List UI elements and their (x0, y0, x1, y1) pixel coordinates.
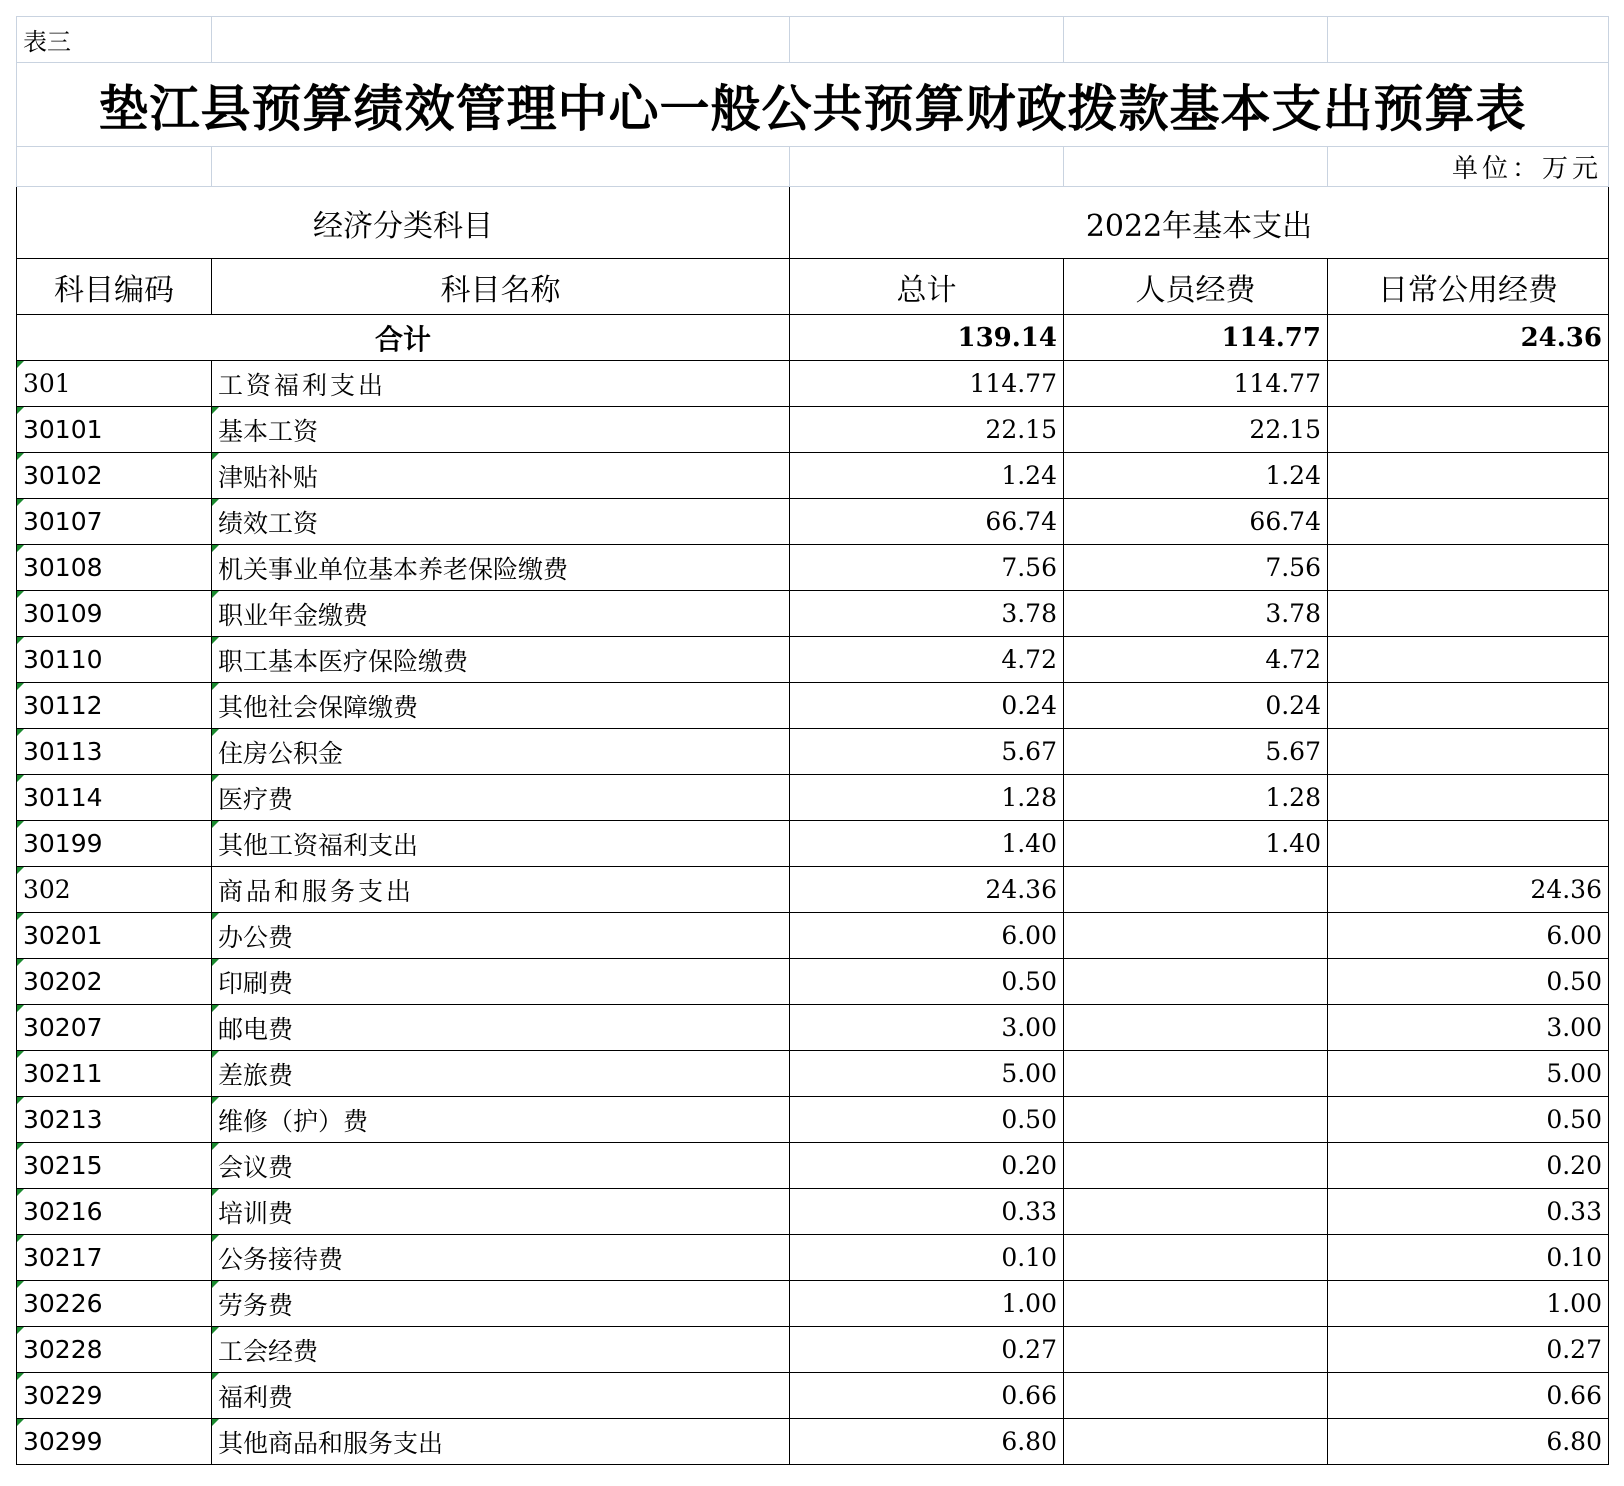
row-personnel (1064, 959, 1328, 1005)
table-row (17, 1327, 1609, 1373)
cell-indicator-icon (212, 637, 219, 644)
cell-indicator-icon (212, 1235, 219, 1242)
row-name: 会议费 (212, 1143, 790, 1189)
row-public: 6.80 (1328, 1419, 1609, 1465)
cell-indicator-icon (212, 959, 219, 966)
row-code: 30113 (17, 729, 212, 775)
cell-indicator-icon (17, 821, 24, 828)
row-code: 30299 (17, 1419, 212, 1465)
cell-indicator-icon (212, 1005, 219, 1012)
total-personnel: 114.77 (1064, 315, 1328, 361)
row-total: 1.40 (790, 821, 1064, 867)
row-personnel (1064, 1097, 1328, 1143)
row-public (1328, 361, 1609, 407)
row-personnel (1064, 1005, 1328, 1051)
row-total: 0.50 (790, 959, 1064, 1005)
cell-indicator-icon (17, 453, 24, 460)
row-code: 30101 (17, 407, 212, 453)
row-name: 福利费 (212, 1373, 790, 1419)
row-public: 1.00 (1328, 1281, 1609, 1327)
row-code: 30201 (17, 913, 212, 959)
row-total: 0.33 (790, 1189, 1064, 1235)
cell-indicator-icon (17, 1143, 24, 1150)
row-personnel (1064, 1419, 1328, 1465)
cell-indicator-icon (17, 1373, 24, 1380)
row-public: 0.27 (1328, 1327, 1609, 1373)
row-public: 0.50 (1328, 959, 1609, 1005)
row-personnel (1064, 1051, 1328, 1097)
row-personnel (1064, 1281, 1328, 1327)
row-total: 6.80 (790, 1419, 1064, 1465)
cell-indicator-icon (17, 1235, 24, 1242)
cell-indicator-icon (212, 1327, 219, 1334)
row-total: 5.00 (790, 1051, 1064, 1097)
unit-label: 单位：万元 (1328, 147, 1609, 187)
cell-indicator-icon (17, 1419, 24, 1426)
cell-indicator-icon (212, 1097, 219, 1104)
cell-indicator-icon (17, 499, 24, 506)
cell-indicator-icon (212, 1373, 219, 1380)
row-total: 1.28 (790, 775, 1064, 821)
row-code: 30199 (17, 821, 212, 867)
row-code: 30226 (17, 1281, 212, 1327)
row-personnel (1064, 1143, 1328, 1189)
row-code: 30114 (17, 775, 212, 821)
row-personnel (1064, 913, 1328, 959)
row-public (1328, 499, 1609, 545)
row-personnel: 0.24 (1064, 683, 1328, 729)
row-total: 0.50 (790, 1097, 1064, 1143)
row-public (1328, 729, 1609, 775)
cell-indicator-icon (212, 591, 219, 598)
row-personnel: 114.77 (1064, 361, 1328, 407)
row-code: 30211 (17, 1051, 212, 1097)
header-public: 日常公用经费 (1328, 259, 1609, 315)
cell-indicator-icon (17, 1327, 24, 1334)
cell-indicator-icon (17, 913, 24, 920)
row-name: 基本工资 (212, 407, 790, 453)
cell-indicator-icon (212, 775, 219, 782)
row-personnel: 1.40 (1064, 821, 1328, 867)
row-public: 0.20 (1328, 1143, 1609, 1189)
table-row (17, 1189, 1609, 1235)
cell-indicator-icon (212, 407, 219, 414)
cell-indicator-icon (17, 959, 24, 966)
row-public: 0.10 (1328, 1235, 1609, 1281)
cell-indicator-icon (212, 545, 219, 552)
row-total: 0.66 (790, 1373, 1064, 1419)
row-total: 0.24 (790, 683, 1064, 729)
row-total: 5.67 (790, 729, 1064, 775)
row-total: 6.00 (790, 913, 1064, 959)
row-public (1328, 683, 1609, 729)
cell-indicator-icon (17, 407, 24, 414)
row-code: 30215 (17, 1143, 212, 1189)
row-code: 30112 (17, 683, 212, 729)
row-total: 22.15 (790, 407, 1064, 453)
row-total: 1.00 (790, 1281, 1064, 1327)
cell-indicator-icon (212, 1143, 219, 1150)
cell-indicator-icon (17, 591, 24, 598)
row-public: 24.36 (1328, 867, 1609, 913)
row-total: 24.36 (790, 867, 1064, 913)
row-name: 培训费 (212, 1189, 790, 1235)
row-code: 30229 (17, 1373, 212, 1419)
cell-indicator-icon (17, 1097, 24, 1104)
row-code: 301 (17, 361, 212, 407)
cell-indicator-icon (212, 683, 219, 690)
cell-indicator-icon (212, 1281, 219, 1288)
cell-indicator-icon (212, 821, 219, 828)
row-code: 30213 (17, 1097, 212, 1143)
table-row (17, 1051, 1609, 1097)
table-row (17, 775, 1609, 821)
row-public (1328, 591, 1609, 637)
row-personnel: 1.24 (1064, 453, 1328, 499)
header-year-group: 2022年基本支出 (790, 187, 1609, 259)
row-name: 邮电费 (212, 1005, 790, 1051)
row-name: 办公费 (212, 913, 790, 959)
row-code: 30216 (17, 1189, 212, 1235)
header-econ-class: 经济分类科目 (17, 187, 790, 259)
row-public (1328, 407, 1609, 453)
row-code: 30217 (17, 1235, 212, 1281)
row-public: 3.00 (1328, 1005, 1609, 1051)
row-total: 7.56 (790, 545, 1064, 591)
row-name: 职业年金缴费 (212, 591, 790, 637)
row-personnel: 1.28 (1064, 775, 1328, 821)
table-row (17, 499, 1609, 545)
row-name: 其他商品和服务支出 (212, 1419, 790, 1465)
table-row (17, 453, 1609, 499)
total-label: 合计 (17, 315, 790, 361)
row-total: 1.24 (790, 453, 1064, 499)
row-public (1328, 637, 1609, 683)
row-personnel: 4.72 (1064, 637, 1328, 683)
row-public: 6.00 (1328, 913, 1609, 959)
cell-indicator-icon (17, 1051, 24, 1058)
header-name: 科目名称 (212, 259, 790, 315)
row-personnel: 3.78 (1064, 591, 1328, 637)
row-code: 30228 (17, 1327, 212, 1373)
table-row (17, 1281, 1609, 1327)
row-name: 工资福利支出 (212, 361, 790, 407)
cell-indicator-icon (17, 729, 24, 736)
table-row (17, 591, 1609, 637)
row-public: 0.33 (1328, 1189, 1609, 1235)
cell-indicator-icon (212, 499, 219, 506)
row-name: 医疗费 (212, 775, 790, 821)
row-name: 绩效工资 (212, 499, 790, 545)
row-code: 30207 (17, 1005, 212, 1051)
row-name: 公务接待费 (212, 1235, 790, 1281)
cell-indicator-icon (17, 1005, 24, 1012)
budget-table (16, 16, 1609, 1465)
row-total: 66.74 (790, 499, 1064, 545)
cell-indicator-icon (212, 1419, 219, 1426)
row-public (1328, 453, 1609, 499)
row-code: 30202 (17, 959, 212, 1005)
header-code: 科目编码 (17, 259, 212, 315)
table-row (17, 867, 1609, 913)
row-code: 30102 (17, 453, 212, 499)
table-row (17, 407, 1609, 453)
cell-indicator-icon (17, 867, 24, 874)
header-total: 总计 (790, 259, 1064, 315)
row-personnel (1064, 1373, 1328, 1419)
row-name: 印刷费 (212, 959, 790, 1005)
cell-indicator-icon (212, 453, 219, 460)
row-total: 4.72 (790, 637, 1064, 683)
total-public: 24.36 (1328, 315, 1609, 361)
row-code: 30108 (17, 545, 212, 591)
row-personnel (1064, 1327, 1328, 1373)
table-row (17, 1005, 1609, 1051)
row-total: 0.10 (790, 1235, 1064, 1281)
row-personnel: 5.67 (1064, 729, 1328, 775)
row-personnel (1064, 1235, 1328, 1281)
row-total: 0.27 (790, 1327, 1064, 1373)
table-row (17, 1373, 1609, 1419)
table-row (17, 361, 1609, 407)
cell-indicator-icon (17, 637, 24, 644)
row-personnel: 22.15 (1064, 407, 1328, 453)
total-total: 139.14 (790, 315, 1064, 361)
row-public (1328, 775, 1609, 821)
row-total: 114.77 (790, 361, 1064, 407)
row-name: 其他工资福利支出 (212, 821, 790, 867)
row-code: 30110 (17, 637, 212, 683)
cell-indicator-icon (212, 913, 219, 920)
table-row (17, 637, 1609, 683)
row-code: 30109 (17, 591, 212, 637)
row-code: 302 (17, 867, 212, 913)
row-name: 商品和服务支出 (212, 867, 790, 913)
row-public: 0.50 (1328, 1097, 1609, 1143)
row-total: 3.78 (790, 591, 1064, 637)
cell-indicator-icon (17, 545, 24, 552)
cell-indicator-icon (212, 729, 219, 736)
row-name: 维修（护）费 (212, 1097, 790, 1143)
cell-indicator-icon (212, 1189, 219, 1196)
row-name: 机关事业单位基本养老保险缴费 (212, 545, 790, 591)
table-row (17, 821, 1609, 867)
cell-indicator-icon (17, 775, 24, 782)
row-name: 职工基本医疗保险缴费 (212, 637, 790, 683)
table-row (17, 683, 1609, 729)
row-personnel: 66.74 (1064, 499, 1328, 545)
row-public: 5.00 (1328, 1051, 1609, 1097)
cell-indicator-icon (17, 683, 24, 690)
table-row (17, 1143, 1609, 1189)
row-name: 津贴补贴 (212, 453, 790, 499)
row-personnel (1064, 867, 1328, 913)
cell-indicator-icon (17, 1281, 24, 1288)
table-row (17, 1235, 1609, 1281)
table-row (17, 913, 1609, 959)
table-row (17, 545, 1609, 591)
row-personnel: 7.56 (1064, 545, 1328, 591)
table-row (17, 729, 1609, 775)
header-personnel: 人员经费 (1064, 259, 1328, 315)
row-name: 住房公积金 (212, 729, 790, 775)
row-name: 差旅费 (212, 1051, 790, 1097)
row-name: 工会经费 (212, 1327, 790, 1373)
cell-indicator-icon (17, 361, 24, 368)
row-name: 其他社会保障缴费 (212, 683, 790, 729)
sheet-tag: 表三 (17, 17, 212, 63)
row-name: 劳务费 (212, 1281, 790, 1327)
cell-indicator-icon (212, 1051, 219, 1058)
row-public: 0.66 (1328, 1373, 1609, 1419)
table-row (17, 1097, 1609, 1143)
row-public (1328, 821, 1609, 867)
cell-indicator-icon (17, 1189, 24, 1196)
total-row (17, 315, 1609, 361)
table-row (17, 959, 1609, 1005)
row-personnel (1064, 1189, 1328, 1235)
row-code: 30107 (17, 499, 212, 545)
row-public (1328, 545, 1609, 591)
row-total: 3.00 (790, 1005, 1064, 1051)
row-total: 0.20 (790, 1143, 1064, 1189)
table-row (17, 1419, 1609, 1465)
page-title: 垫江县预算绩效管理中心一般公共预算财政拨款基本支出预算表 (17, 63, 1609, 147)
